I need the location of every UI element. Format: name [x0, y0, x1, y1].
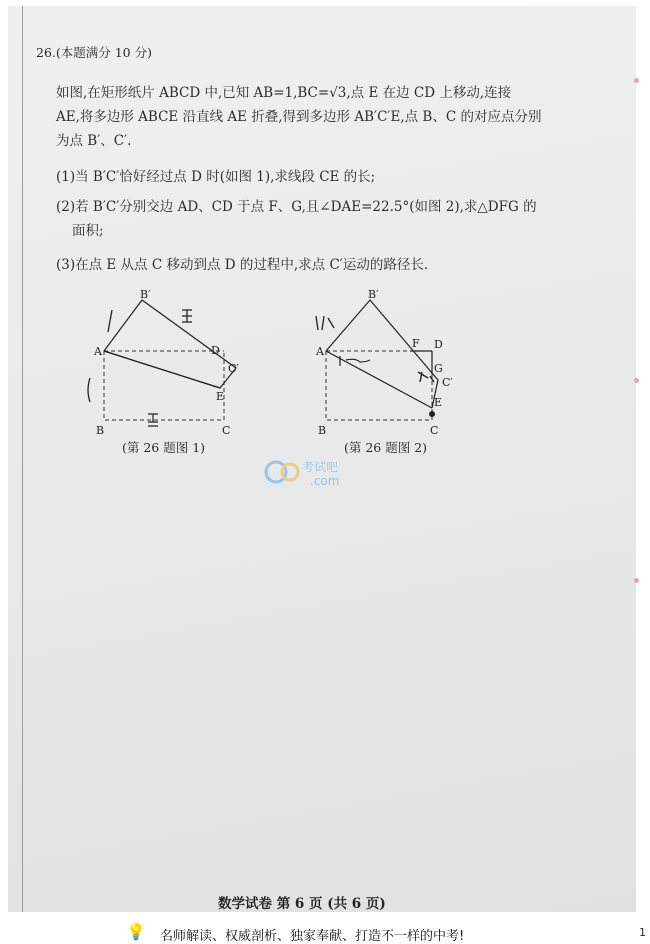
figure-2-caption: (第 26 题图 2) — [344, 440, 428, 455]
label-B-prime: B′ — [140, 288, 151, 301]
question-3: (3)在点 E 从点 C 移动到点 D 的过程中,求点 C′运动的路径长. — [56, 257, 429, 273]
handwriting-dot — [429, 411, 435, 417]
problem-intro-line-2: AE,将多边形 ABCE 沿直线 AE 折叠,得到多边形 AB′C′E,点 B、C 的对应点分别 — [56, 109, 542, 125]
label-C-prime: C′ — [228, 362, 239, 375]
label-E: E — [216, 390, 225, 403]
label-G: G — [434, 362, 443, 375]
label-C: C — [222, 424, 231, 437]
problem-intro-line-3: 为点 B′、C′. — [56, 133, 132, 149]
label-B-prime: B′ — [368, 288, 379, 301]
question-1: (1)当 B′C′恰好经过点 D 时(如图 1),求线段 CE 的长; — [56, 169, 376, 185]
handwriting-mark — [108, 310, 112, 332]
figure-1-caption: (第 26 题图 1) — [122, 440, 206, 455]
lightbulb-icon: 💡 — [126, 922, 146, 941]
label-A: A — [94, 345, 102, 358]
watermark-text: 考试吧 — [302, 460, 339, 474]
rect-dashed-outline — [104, 351, 224, 420]
label-B: B — [96, 424, 105, 437]
page-footer: 数学试卷 第 6 页 (共 6 页) — [218, 896, 386, 912]
problem-intro-line-1: 如图,在矩形纸片 ABCD 中,已知 AB=1,BC=√3,点 E 在边 CD 上移动,连接 — [56, 85, 512, 101]
question-2-line-1: (2)若 B′C′分别交边 AD、CD 于点 F、G,且∠DAE=22.5°(如图 2),求△DFG 的 — [56, 199, 537, 215]
page-number: 1 — [639, 926, 646, 939]
watermark-logo — [262, 454, 392, 494]
fold-line-AE — [326, 351, 432, 408]
problem-header: 26.(本题满分 10 分) — [36, 45, 152, 60]
fold-line-AE — [104, 351, 220, 388]
label-C-prime: C′ — [442, 376, 453, 389]
handwriting-mark — [182, 310, 192, 322]
rect-dashed-outline — [326, 351, 432, 420]
folded-polygon — [326, 300, 438, 408]
label-A: A — [316, 345, 324, 358]
label-D: D — [211, 344, 220, 357]
handwriting-mark — [88, 378, 90, 402]
figure-1 — [84, 288, 254, 438]
watermark-domain: .com — [310, 474, 340, 488]
label-D: D — [434, 338, 443, 351]
decor-dot — [634, 578, 639, 583]
handwriting-mark — [316, 316, 334, 330]
decor-dot — [634, 378, 639, 383]
banner-slogan: 名师解读、权威剖析、独家奉献、打造不一样的中考! — [160, 929, 465, 944]
label-C: C — [430, 424, 439, 437]
label-F: F — [412, 337, 420, 350]
label-E: E — [434, 396, 443, 409]
binding-line — [22, 6, 23, 912]
label-B: B — [318, 424, 327, 437]
decor-dot — [634, 78, 639, 83]
figure-2 — [306, 288, 476, 438]
question-2-line-2: 面积; — [72, 223, 104, 239]
